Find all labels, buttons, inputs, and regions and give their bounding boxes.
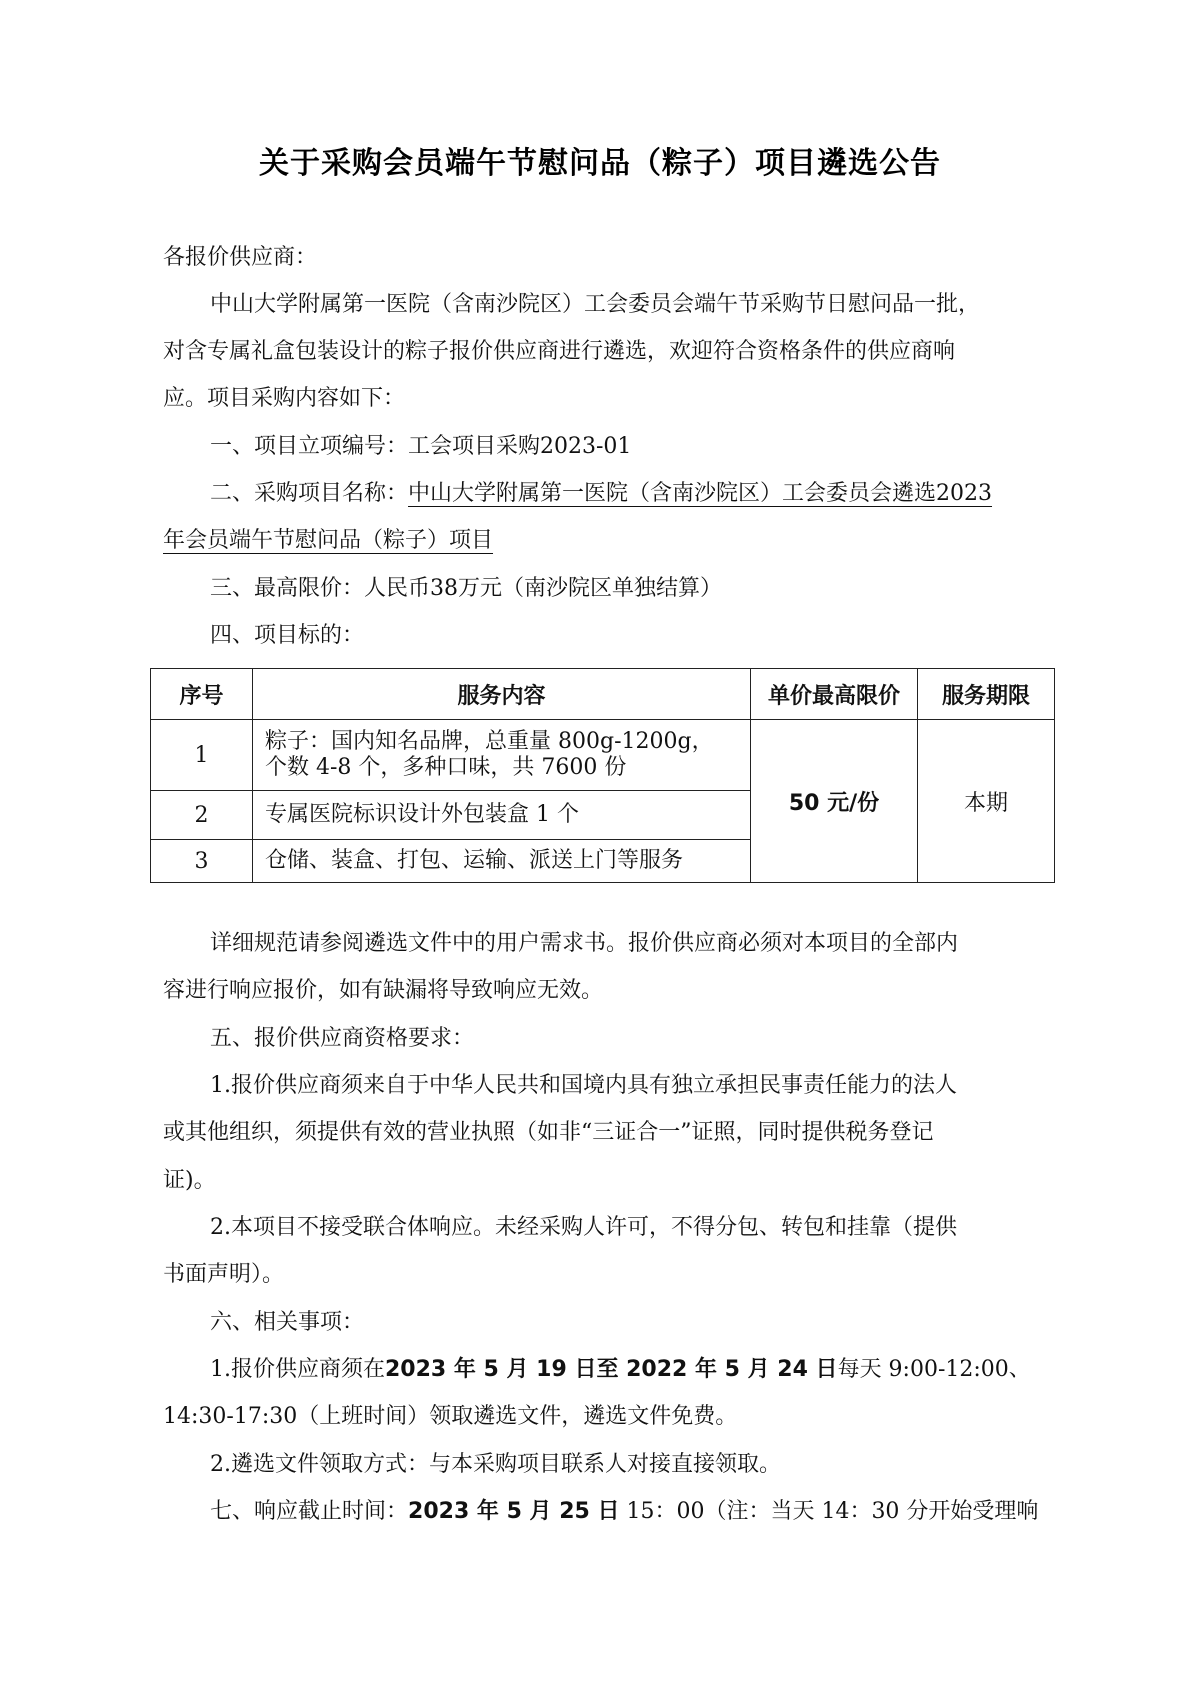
header-period: 服务期限 [918, 669, 1055, 720]
project-name-value: 中山大学附属第一医院（含南沙院区）工会委员会遴选2023 [408, 481, 993, 506]
requirement-1-line-2: 或其他组织，须提供有效的营业执照（如非“三证合一”证照，同时提供税务登记 [163, 1120, 934, 1145]
row-content [253, 720, 751, 791]
header-content: 服务内容 [253, 669, 751, 720]
intro-line-2: 对含专属礼盒包装设计的粽子报价供应商进行遴选，欢迎符合资格条件的供应商响 [163, 339, 956, 364]
matter-1-dates: 2023 年 5 月 19 日至 2022 年 5 月 24 日 [385, 1357, 838, 1382]
table-row [151, 720, 1055, 791]
matter-2: 2.遴选文件领取方式：与本采购项目联系人对接直接领取。 [210, 1452, 781, 1477]
intro-line-1: 中山大学附属第一医院（含南沙院区）工会委员会端午节采购节日慰问品一批， [210, 292, 981, 317]
row-content-line-1: 粽子：国内知名品牌，总重量 800g-1200g， [265, 728, 714, 754]
matter-1-line-1 [210, 1359, 1031, 1381]
matter-1-line-2: 14:30-17:30（上班时间）领取遴选文件，遴选文件免费。 [163, 1404, 738, 1429]
project-name-label: 二、采购项目名称： [210, 481, 409, 506]
requirement-1-line-3: 证)。 [163, 1168, 216, 1193]
table-header-row [151, 669, 1055, 720]
project-number: 一、项目立项编号：工会项目采购2023-01 [210, 434, 632, 459]
deadline-line [210, 1501, 1038, 1523]
requirement-2-line-1: 2.本项目不接受联合体响应。未经采购人许可，不得分包、转包和挂靠（提供 [210, 1215, 957, 1240]
row-content: 专属医院标识设计外包装盒 1 个 [253, 791, 751, 840]
deadline-note: 15：00（注：当天 14：30 分开始受理响 [619, 1499, 1039, 1524]
header-no: 序号 [151, 669, 253, 720]
deadline-date: 2023 年 5 月 25 日 [408, 1499, 620, 1524]
detail-line-1: 详细规范请参阅遴选文件中的用户需求书。报价供应商必须对本项目的全部内 [210, 931, 959, 956]
project-name-line-1 [210, 483, 992, 505]
requirement-2-line-2: 书面声明）。 [163, 1262, 285, 1287]
project-name-line-2: 年会员端午节慰问品（粽子）项目 [163, 528, 494, 553]
matter-1-prefix: 1.报价供应商须在 [210, 1357, 385, 1382]
row-content: 仓储、装盒、打包、运输、派送上门等服务 [253, 840, 751, 883]
detail-line-2: 容进行响应报价，如有缺漏将导致响应无效。 [163, 978, 604, 1003]
matter-1-hours: 每天 9:00-12:00、 [837, 1357, 1031, 1382]
service-period-cell: 本期 [918, 720, 1055, 883]
row-no: 2 [151, 791, 253, 840]
intro-line-3: 应。项目采购内容如下： [163, 386, 406, 411]
project-subject-heading: 四、项目标的： [210, 623, 365, 648]
max-price: 三、最高限价：人民币38万元（南沙院区单独结算） [210, 576, 722, 601]
section-5-heading: 五、报价供应商资格要求： [210, 1026, 475, 1051]
requirement-1-line-1: 1.报价供应商须来自于中华人民共和国境内具有独立承担民事责任能力的法人 [210, 1073, 957, 1098]
greeting: 各报价供应商： [163, 245, 318, 270]
unit-price-cell: 50 元/份 [751, 720, 918, 883]
header-price: 单价最高限价 [751, 669, 918, 720]
service-table [150, 668, 1055, 883]
row-no: 1 [151, 720, 253, 791]
document-title: 关于采购会员端午节慰问品（粽子）项目遴选公告 [259, 146, 941, 181]
row-content-line-2: 个数 4-8 个，多种口味，共 7600 份 [265, 755, 627, 780]
deadline-label: 七、响应截止时间： [210, 1499, 409, 1524]
section-6-heading: 六、相关事项： [210, 1310, 365, 1335]
row-no: 3 [151, 840, 253, 883]
